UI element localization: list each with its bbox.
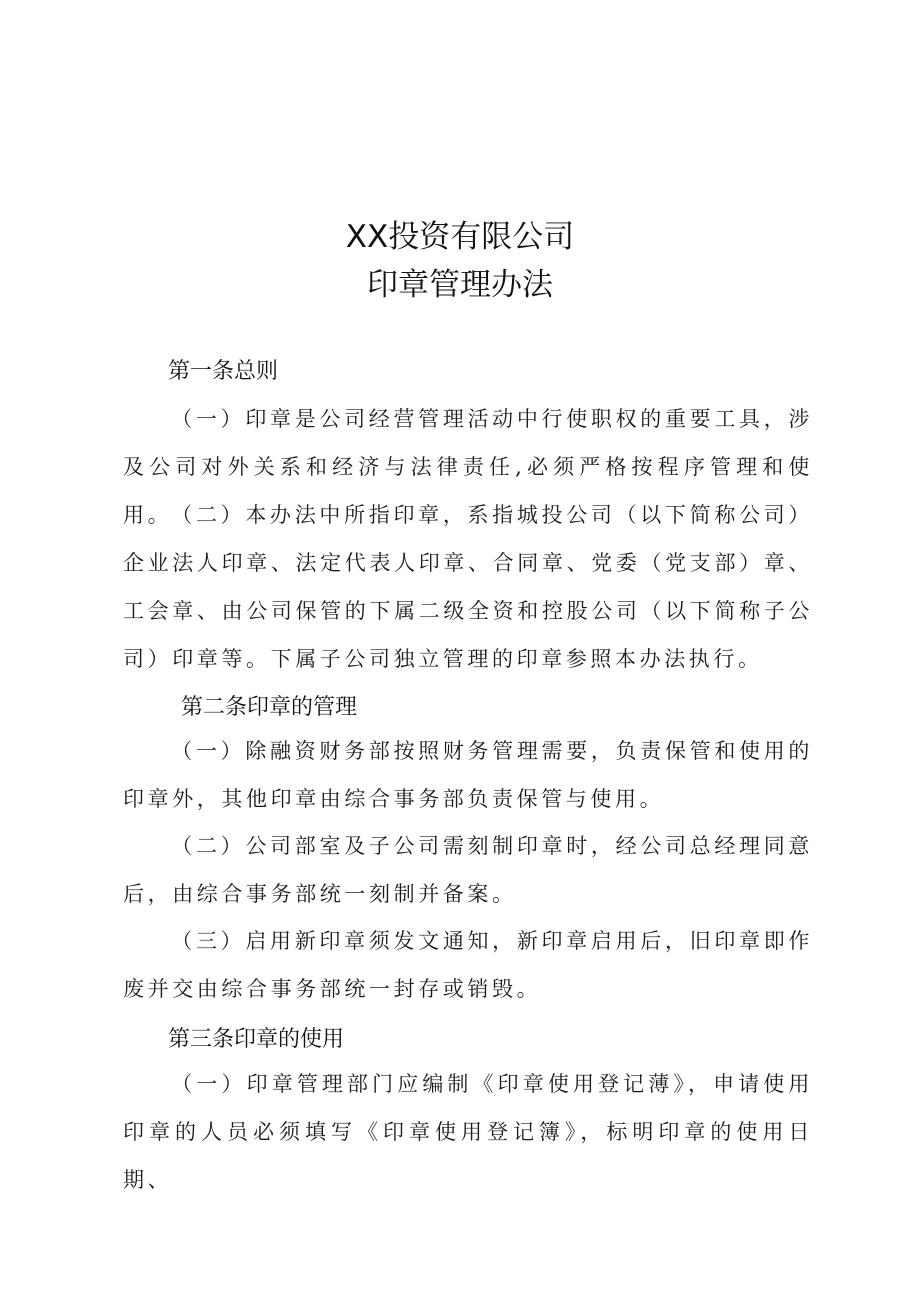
section-heading: 第一条总则 xyxy=(168,359,279,384)
paragraph: （二）本办法中所指印章，系指城投公司（以下简称公司）企业法人印章、法定代表人印章、合同章、党委（党支部）章、工会章、由公司保管的下属二级全资和控股公司（以下简称子公司）印章等。下属子公司独立管理的印章参照本办法执行。 xyxy=(123,503,813,671)
document-title-subject: 印章管理办法 xyxy=(367,267,553,303)
paragraph: （一）印章是公司经营管理活动中行使职权的重要工具，涉及公司对外关系和经济与法律责任,必须严格按程序管理和使用。 xyxy=(123,407,813,527)
section-heading: 第二条印章的管理 xyxy=(181,695,358,720)
paragraph: （一）印章管理部门应编制《印章使用登记薄》，申请使用印章的人员必须填写《印章使用登记簿》，标明印章的使用日期、 xyxy=(123,1072,813,1192)
paragraph: （三）启用新印章须发文通知，新印章启用后，旧印章即作废并交由综合事务部统一封存或销毁。 xyxy=(123,929,813,1001)
paragraph: （一）除融资财务部按照财务管理需要，负责保管和使用的印章外，其他印章由综合事务部负责保管与使用。 xyxy=(123,739,813,811)
section-heading: 第三条印章的使用 xyxy=(168,1027,345,1052)
paragraph: （二）公司部室及子公司需刻制印章时，经公司总经理同意后，由综合事务部统一刻制并备案。 xyxy=(123,834,813,906)
document-title-company: XX投资有限公司 xyxy=(345,219,575,255)
